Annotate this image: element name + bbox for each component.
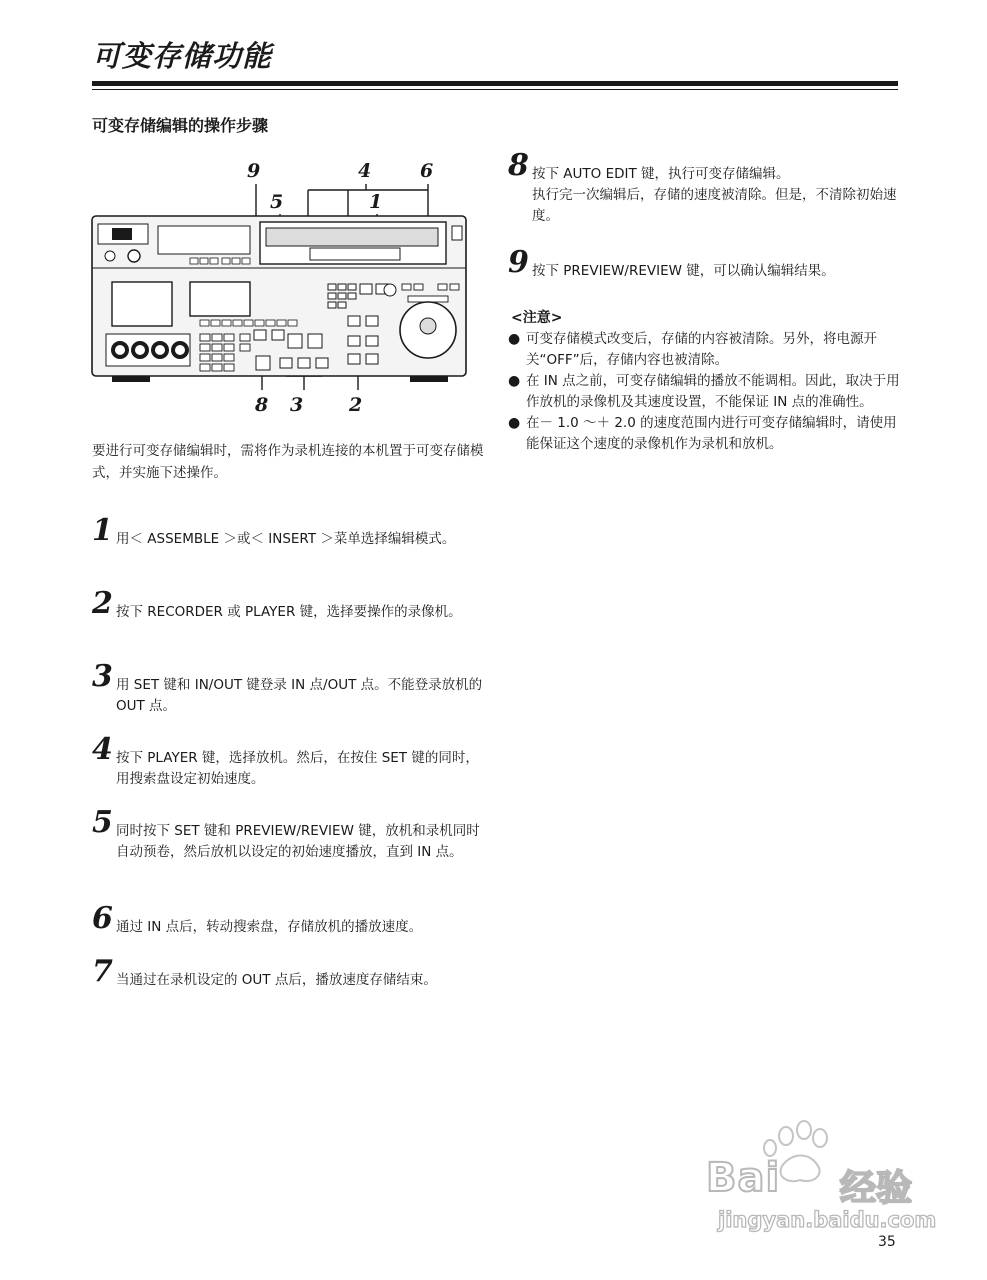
step-number: 9 bbox=[508, 245, 529, 280]
callout-3: 3 bbox=[290, 394, 304, 416]
step-1 bbox=[92, 513, 484, 550]
note-text: 可变存储模式改变后，存储的内容被清除。另外，将电源开关“OFF”后，存储内容也被清除。 bbox=[526, 331, 877, 368]
callout-1: 1 bbox=[369, 191, 383, 213]
page-title: 可变存储功能 bbox=[92, 39, 273, 73]
step-number: 6 bbox=[92, 901, 113, 936]
step-number: 7 bbox=[92, 954, 113, 989]
note-item bbox=[508, 413, 900, 455]
callout-2: 2 bbox=[349, 394, 363, 416]
step-9 bbox=[508, 245, 902, 282]
callout-4: 4 bbox=[358, 160, 372, 182]
title-rule-thin bbox=[92, 89, 898, 90]
step-text: 通过 IN 点后，转动搜索盘，存储放机的播放速度。 bbox=[116, 919, 423, 935]
step-number: 5 bbox=[92, 805, 113, 840]
callout-8: 8 bbox=[255, 394, 269, 416]
bullet-icon: ● bbox=[508, 415, 521, 431]
step-3 bbox=[92, 659, 484, 717]
bullet-icon: ● bbox=[508, 331, 521, 347]
watermark-url: jingyan.baidu.com bbox=[718, 1208, 937, 1232]
note-item bbox=[508, 329, 900, 371]
page-number: 35 bbox=[878, 1234, 896, 1250]
step-text: 按下 PLAYER 键，选择放机。然后，在按住 SET 键的同时，用搜索盘设定初始速度。 bbox=[116, 750, 479, 787]
step-8 bbox=[508, 148, 902, 227]
callout-6: 6 bbox=[420, 160, 434, 182]
step-7 bbox=[92, 954, 484, 991]
vtr-front-panel-diagram bbox=[90, 158, 470, 416]
note-text: 在－ 1.0 ～＋ 2.0 的速度范围内进行可变存储编辑时，请使用能保证这个速度的录像机作为录机和放机。 bbox=[526, 415, 897, 452]
callout-5: 5 bbox=[270, 191, 284, 213]
step-text: 按下 RECORDER 或 PLAYER 键，选择要操作的录像机。 bbox=[116, 604, 462, 620]
watermark-brand: Bai bbox=[706, 1155, 781, 1201]
step-5 bbox=[92, 805, 484, 863]
step-text: 按下 AUTO EDIT 键，执行可变存储编辑。 bbox=[532, 166, 790, 182]
step-text: 用 SET 键和 IN/OUT 键登录 IN 点/OUT 点。不能登录放机的 OUT 点。 bbox=[116, 677, 483, 714]
intro-paragraph: 要进行可变存储编辑时，需将作为录机连接的本机置于可变存储模式，并实施下述操作。 bbox=[92, 443, 484, 481]
step-number: 4 bbox=[92, 732, 113, 767]
step-6 bbox=[92, 901, 484, 938]
title-rule bbox=[92, 81, 898, 86]
bullet-icon: ● bbox=[508, 373, 521, 389]
note-text: 在 IN 点之前，可变存储编辑的播放不能调相。因此，取决于用作放机的录像机及其速度设置，不能保证 IN 点的准确性。 bbox=[526, 373, 900, 410]
watermark-brand-cn: 经验 bbox=[840, 1168, 913, 1209]
step-subtext: 执行完一次编辑后，存储的速度被清除。但是，不清除初始速度。 bbox=[532, 187, 897, 224]
step-text: 同时按下 SET 键和 PREVIEW/REVIEW 键，放机和录机同时自动预卷，然后放机以设定的初始速度播放，直到 IN 点。 bbox=[116, 823, 480, 860]
step-number: 1 bbox=[92, 513, 113, 548]
notes-list bbox=[508, 329, 900, 455]
step-text: 按下 PREVIEW/REVIEW 键，可以确认编辑结果。 bbox=[532, 263, 835, 279]
step-text: 用＜ ASSEMBLE ＞或＜ INSERT ＞菜单选择编辑模式。 bbox=[116, 531, 456, 547]
step-text: 当通过在录机设定的 OUT 点后，播放速度存储结束。 bbox=[116, 972, 437, 988]
step-number: 3 bbox=[92, 659, 113, 694]
step-4 bbox=[92, 732, 484, 790]
callout-9: 9 bbox=[247, 160, 261, 182]
step-2 bbox=[92, 586, 484, 623]
step-number: 8 bbox=[508, 148, 529, 183]
notes-heading: <注意> bbox=[511, 310, 563, 326]
note-item bbox=[508, 371, 900, 413]
section-heading: 可变存储编辑的操作步骤 bbox=[92, 116, 269, 135]
step-number: 2 bbox=[92, 586, 113, 621]
